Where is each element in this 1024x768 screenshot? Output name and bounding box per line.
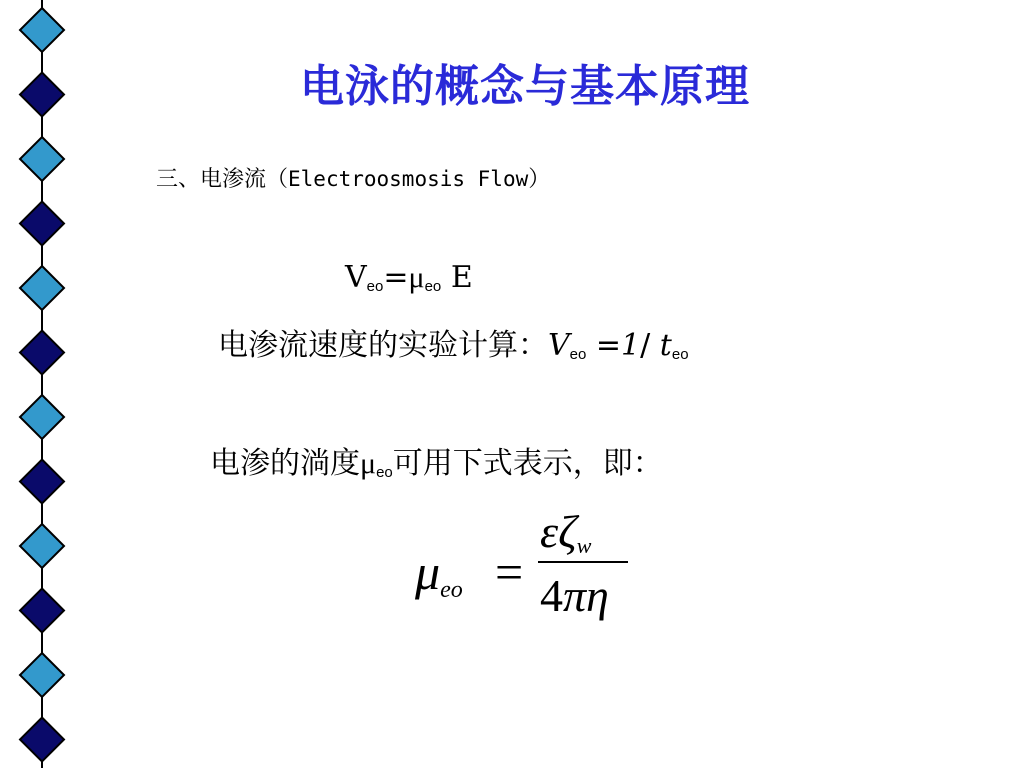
eq2-equals: =	[586, 328, 622, 363]
eq1-v-sub: eo	[366, 278, 384, 295]
eq1-e: E	[441, 260, 473, 295]
eq2-label: 电渗流速度的实验计算：	[218, 328, 548, 363]
eq2-v-sub: eo	[569, 346, 587, 363]
border-diamond	[20, 73, 64, 117]
eq2-slash: /	[640, 328, 660, 363]
electroosmotic-velocity-equation	[345, 260, 473, 295]
experimental-velocity-line	[218, 320, 689, 364]
border-diamond	[20, 653, 64, 697]
section-prefix: 三、电渗流（	[156, 167, 289, 192]
eq1-v: V	[345, 260, 367, 295]
slide-title: 电泳的概念与基本原理	[300, 61, 750, 112]
formula-denominator	[540, 569, 609, 622]
formula-lhs-mu: μ	[415, 544, 441, 600]
formula-lhs	[415, 543, 463, 604]
formula-denominator-symbols: πη	[563, 570, 609, 621]
mobility-description	[210, 438, 663, 482]
formula-numerator-sub: w	[576, 533, 592, 558]
border-diamond	[20, 589, 64, 633]
eq2-one: 1	[621, 328, 641, 363]
decorative-diamond-border	[0, 0, 90, 768]
border-diamond	[20, 8, 64, 52]
border-diamond	[20, 137, 64, 181]
eq1-equals: =	[383, 260, 409, 295]
border-diamond	[20, 524, 64, 568]
section-heading	[156, 162, 550, 193]
formula-numerator	[540, 505, 591, 559]
border-diamond	[20, 395, 64, 439]
eq2-t: t	[659, 328, 672, 363]
line3-suffix: 可用下式表示，即：	[392, 446, 663, 481]
section-english: Electroosmosis Flow	[288, 167, 529, 191]
formula-numerator-symbols: εζ	[540, 506, 577, 557]
formula-equals: =	[495, 544, 524, 600]
border-diamond	[20, 202, 64, 246]
formula-lhs-sub: eo	[440, 577, 463, 603]
eq1-mu-sub: eo	[424, 278, 442, 295]
formula-denominator-digit: 4	[540, 570, 563, 621]
border-diamond	[20, 266, 64, 310]
eq2-t-sub: eo	[671, 346, 689, 363]
line3-prefix: 电渗的淌度	[210, 446, 360, 481]
eq2-v: V	[548, 328, 570, 363]
fraction-bar	[538, 561, 628, 563]
border-diamond	[20, 331, 64, 375]
border-diamond	[20, 718, 64, 762]
line3-mu: μ	[360, 447, 377, 480]
section-suffix: ）	[528, 167, 551, 192]
line3-mu-sub: eo	[376, 464, 393, 481]
eq1-mu: μ	[408, 261, 425, 294]
border-diamond	[20, 460, 64, 504]
